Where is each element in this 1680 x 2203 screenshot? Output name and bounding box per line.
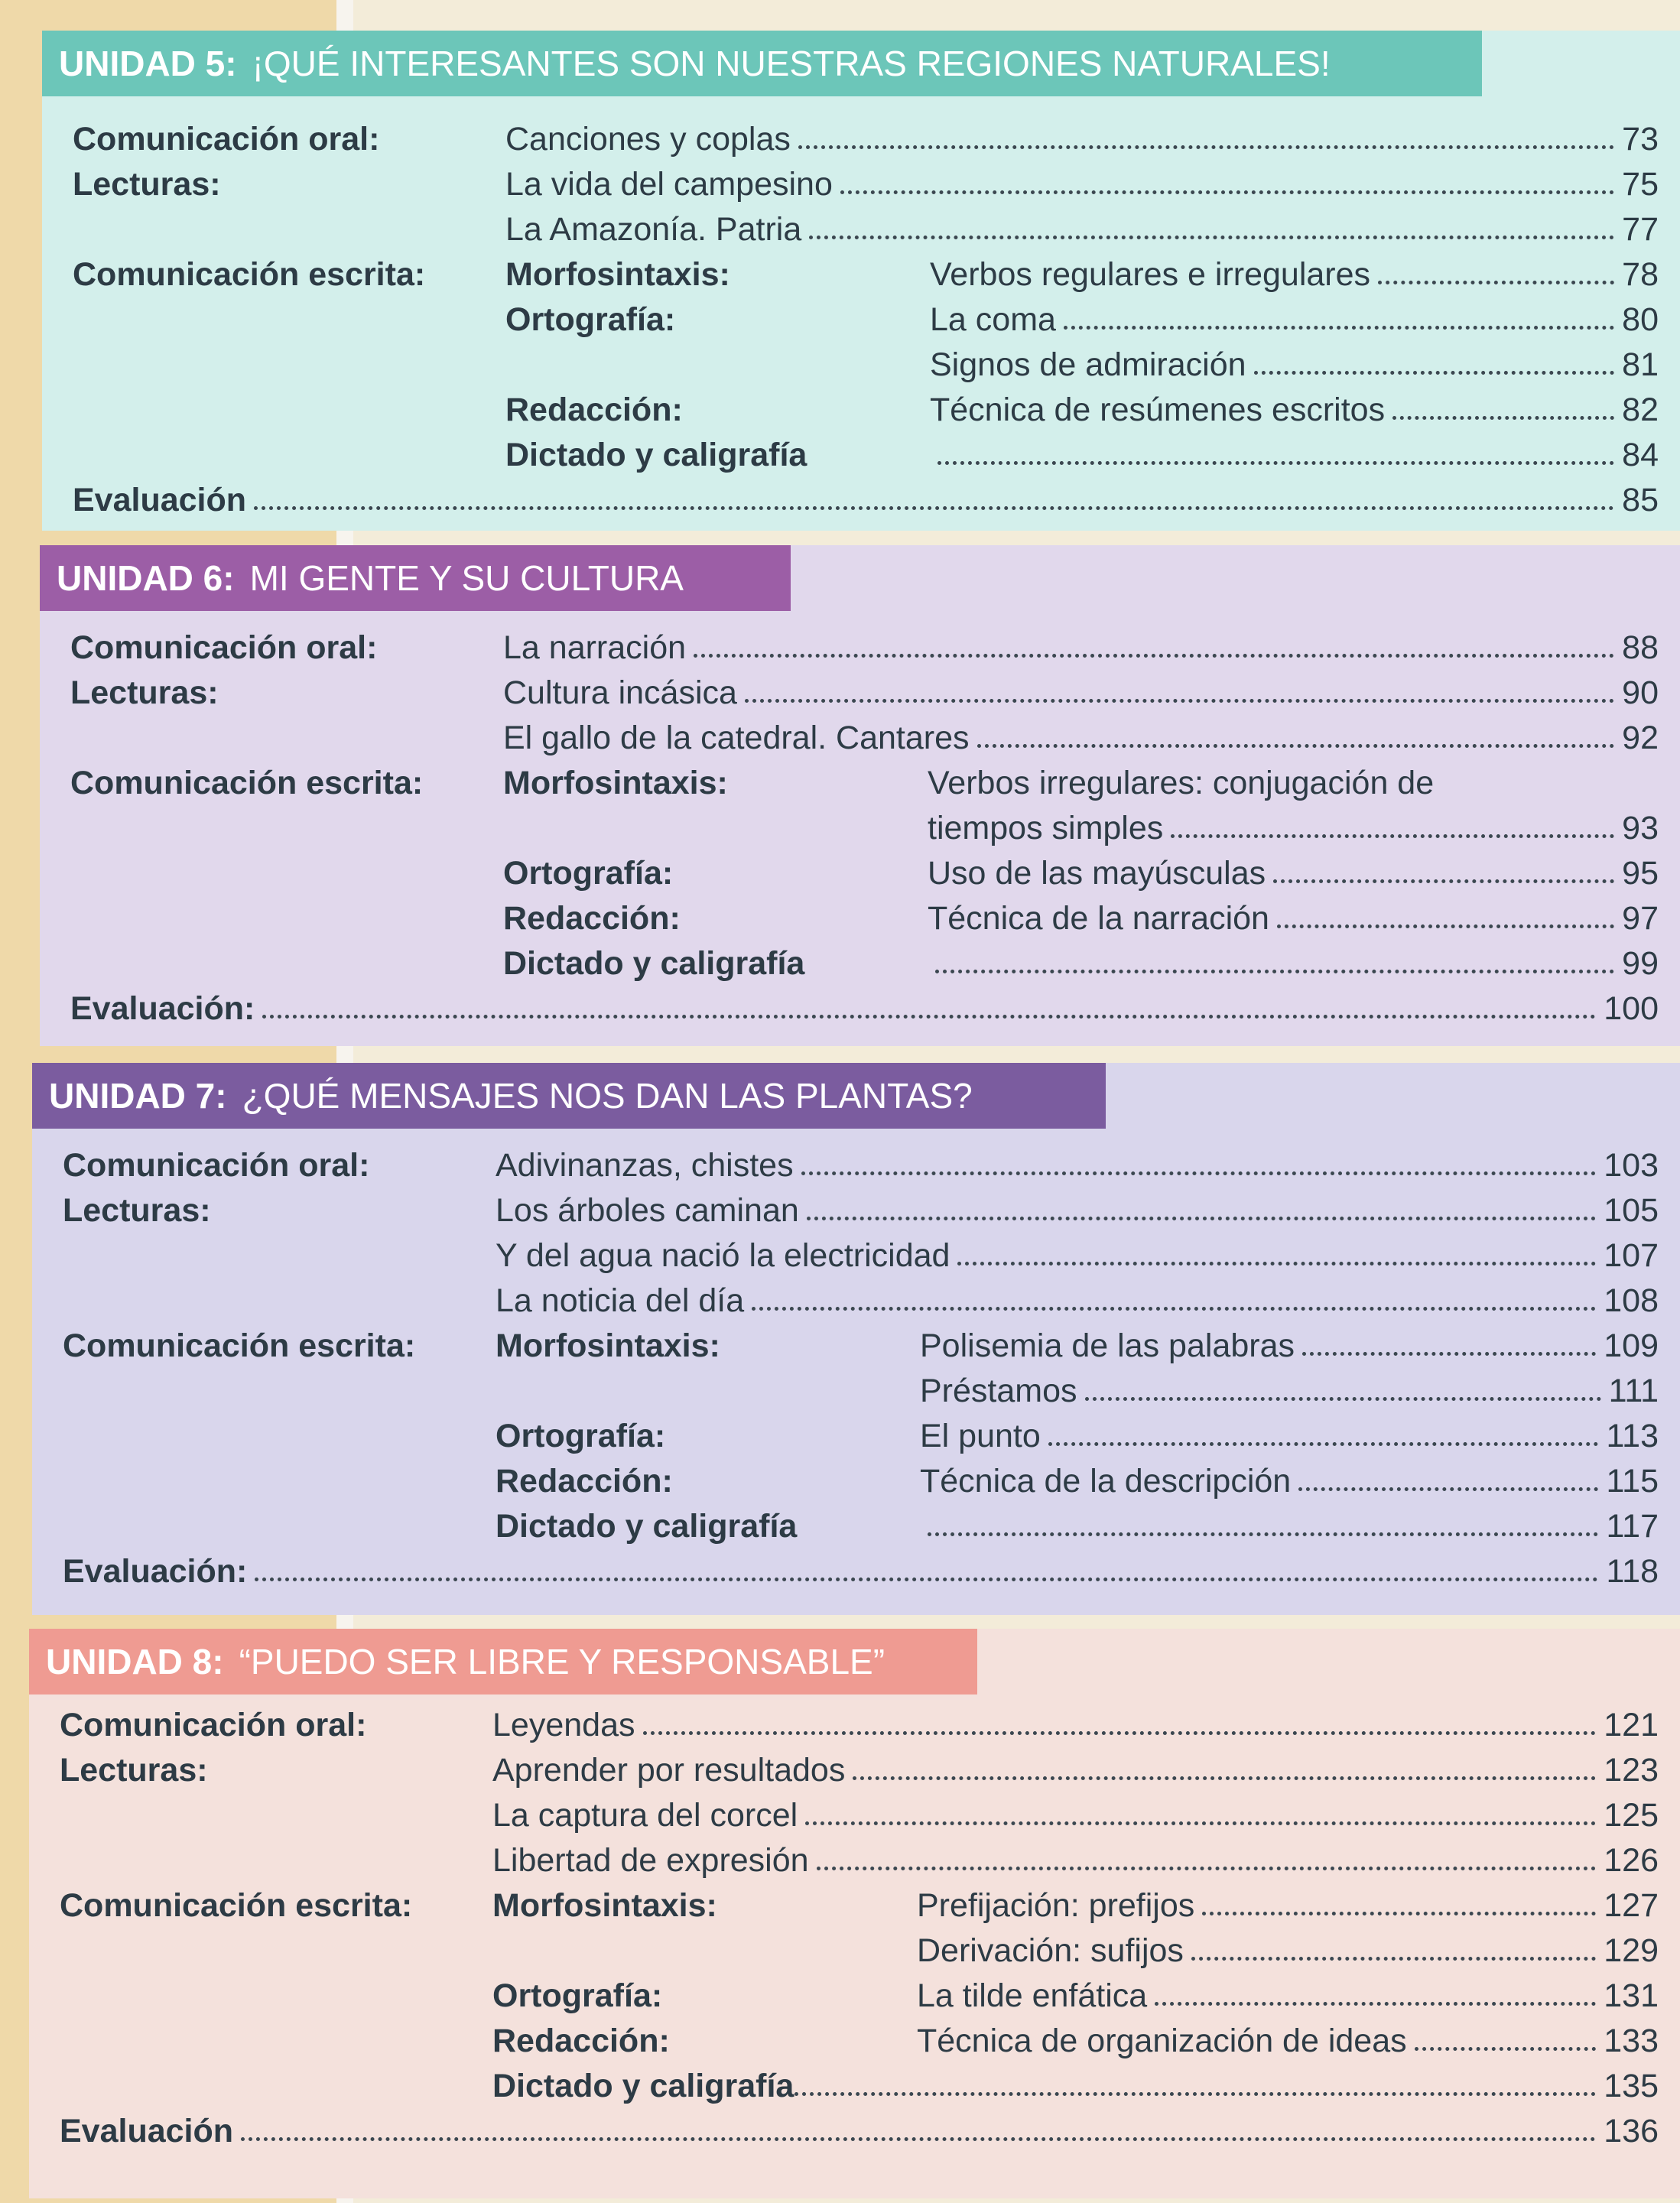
toc-entry[interactable]	[32, 1275, 1680, 1320]
dot-leader	[1277, 924, 1614, 928]
page-number: 92	[1622, 720, 1659, 756]
subsection-label: Redacción:	[505, 392, 683, 428]
unit-title: MI GENTE Y SU CULTURA	[249, 558, 684, 598]
page-number: 117	[1606, 1508, 1659, 1545]
subsection-label: Dictado y caligrafía	[503, 945, 805, 982]
entry-line	[920, 1373, 1680, 1410]
toc-entry[interactable]	[42, 429, 1680, 474]
unit-title: “PUEDO SER LIBRE Y RESPONSABLE”	[239, 1642, 885, 1681]
entry-title[interactable]: Técnica de organización de ideas	[917, 2023, 1407, 2059]
entry-line	[496, 1237, 1680, 1275]
entry-line	[247, 1553, 1680, 1591]
toc-entry[interactable]	[29, 1789, 1680, 1834]
page-number: 118	[1606, 1553, 1659, 1590]
dot-leader	[805, 1821, 1596, 1825]
page-number: 85	[1622, 482, 1659, 518]
page-number: 135	[1604, 2068, 1659, 2104]
evaluation-label: Evaluación	[73, 482, 247, 518]
toc-entry[interactable]	[32, 1545, 1680, 1591]
unit-number: UNIDAD 5:	[59, 44, 237, 83]
evaluation-label: Evaluación	[60, 2113, 234, 2149]
entry-line	[233, 2113, 1680, 2150]
unit-banner	[29, 1629, 977, 1694]
toc-rows	[42, 113, 1680, 519]
subsection-label: Ortografía:	[492, 1977, 663, 2014]
toc-entry[interactable]	[42, 384, 1680, 429]
dot-leader	[1378, 281, 1614, 284]
entry-line	[492, 1842, 1680, 1880]
entry-title[interactable]: Préstamos	[920, 1373, 1077, 1409]
entry-line	[920, 1463, 1680, 1500]
dot-leader	[1085, 1397, 1601, 1401]
toc-entry[interactable]	[29, 1834, 1680, 1880]
toc-entry[interactable]	[29, 1744, 1680, 1789]
toc-entry[interactable]	[29, 2060, 1680, 2105]
entry-title[interactable]: Los árboles caminan	[496, 1192, 799, 1229]
dot-leader	[977, 744, 1615, 748]
subsection-label: Dictado y caligrafía	[505, 437, 808, 473]
entry-title[interactable]: La captura del corcel	[492, 1797, 798, 1834]
entry-line	[928, 900, 1680, 937]
page-number: 82	[1622, 392, 1659, 428]
dot-leader	[1191, 1957, 1596, 1961]
subsection-label: Morfosintaxis:	[503, 765, 728, 801]
entry-line	[928, 765, 1680, 802]
entry-line	[928, 855, 1680, 892]
unit-banner	[40, 545, 791, 611]
entry-title[interactable]: Técnica de la narración	[928, 900, 1269, 937]
dot-leader	[255, 1578, 1598, 1581]
dot-leader	[262, 1015, 1596, 1019]
toc-entry[interactable]	[42, 249, 1680, 294]
unit-6-section	[40, 545, 1680, 1046]
entry-line	[492, 1752, 1680, 1789]
entry-title[interactable]: La Amazonía. Patria	[505, 211, 802, 248]
subsection-label: Redacción:	[503, 900, 681, 937]
subsection-label: Morfosintaxis:	[496, 1327, 720, 1364]
entry-line	[917, 1977, 1680, 2015]
page-number: 90	[1622, 674, 1659, 711]
entry-line	[917, 1887, 1680, 1925]
toc-entry[interactable]	[40, 937, 1680, 983]
subsection-label: Redacción:	[496, 1463, 673, 1500]
subsection-label: Ortografía:	[505, 301, 676, 338]
entry-line	[928, 945, 1680, 983]
entry-line	[500, 2068, 1680, 2105]
entry-title[interactable]: Leyendas	[492, 1707, 635, 1743]
dot-leader	[1273, 879, 1614, 883]
page-number: 97	[1622, 900, 1659, 937]
entry-line	[930, 256, 1680, 294]
page-number: 84	[1622, 437, 1659, 473]
toc-entry[interactable]	[32, 1365, 1680, 1410]
section-label: Lecturas:	[63, 1192, 211, 1229]
entry-line	[496, 1147, 1680, 1184]
toc-entry[interactable]	[42, 339, 1680, 384]
entry-title[interactable]: Verbos regulares e irregulares	[930, 256, 1371, 293]
entry-title[interactable]: La narración	[503, 629, 687, 666]
section-label: Comunicación escrita:	[70, 765, 424, 801]
page-number: 78	[1622, 256, 1659, 293]
toc-entry[interactable]	[32, 1500, 1680, 1545]
dot-leader	[1415, 2047, 1597, 2051]
toc-entry[interactable]	[32, 1184, 1680, 1230]
page-number: 95	[1622, 855, 1659, 892]
toc-entry[interactable]	[40, 983, 1680, 1028]
dot-leader	[807, 1217, 1596, 1220]
toc-entry[interactable]	[42, 294, 1680, 339]
entry-title[interactable]: La vida del campesino	[505, 166, 833, 203]
section-label: Comunicación oral:	[63, 1147, 370, 1184]
dot-leader	[935, 970, 1614, 973]
entry-title[interactable]: Uso de las mayúsculas	[928, 855, 1266, 892]
page-number: 105	[1604, 1192, 1659, 1229]
dot-leader	[798, 145, 1614, 149]
page-number: 136	[1604, 2113, 1659, 2149]
dot-leader	[1171, 834, 1614, 838]
page-number: 125	[1604, 1797, 1659, 1834]
subsection-label: Redacción:	[492, 2023, 670, 2059]
entry-line	[492, 1707, 1680, 1744]
page-number: 109	[1604, 1327, 1659, 1364]
dot-leader	[928, 1532, 1598, 1536]
entry-title[interactable]: Adivinanzas, chistes	[496, 1147, 794, 1184]
evaluation-label: Evaluación:	[70, 990, 255, 1027]
unit-7-section	[32, 1063, 1680, 1615]
section-label: Lecturas:	[60, 1752, 208, 1789]
toc-entry[interactable]	[42, 158, 1680, 203]
entry-title[interactable]: La noticia del día	[496, 1282, 745, 1319]
entry-title[interactable]: Verbos irregulares: conjugación de	[928, 765, 1435, 801]
page-number: 127	[1604, 1887, 1659, 1924]
toc-entry[interactable]	[29, 1880, 1680, 1925]
entry-line	[505, 211, 1680, 249]
entry-line	[255, 990, 1680, 1028]
toc-entry[interactable]	[42, 113, 1680, 158]
dot-leader	[1302, 1352, 1596, 1356]
toc-entry[interactable]	[40, 892, 1680, 937]
entry-line	[505, 166, 1680, 203]
subsection-label: Ortografía:	[503, 855, 674, 892]
dot-leader	[1064, 326, 1614, 330]
page-number: 80	[1622, 301, 1659, 338]
unit-title: ¡QUÉ INTERESANTES SON NUESTRAS REGIONES NATURALES!	[252, 44, 1331, 83]
unit-banner	[32, 1063, 1106, 1129]
subsection-label: Morfosintaxis:	[492, 1887, 717, 1924]
page-number: 121	[1604, 1707, 1659, 1743]
entry-title[interactable]: Canciones y coplas	[505, 121, 791, 158]
toc-entry[interactable]	[40, 757, 1680, 802]
entry-title[interactable]: El gallo de la catedral. Cantares	[503, 720, 970, 756]
dot-leader	[1048, 1442, 1599, 1446]
toc-entry[interactable]	[32, 1455, 1680, 1500]
toc-entry[interactable]	[29, 2105, 1680, 2150]
entry-line	[496, 1282, 1680, 1320]
entry-title[interactable]: El punto	[920, 1418, 1041, 1454]
page-number: 93	[1622, 810, 1659, 846]
dot-leader	[1392, 416, 1614, 420]
entry-line	[930, 346, 1680, 384]
unit-number: UNIDAD 8:	[46, 1642, 224, 1681]
toc-entry[interactable]	[32, 1139, 1680, 1184]
dot-leader	[241, 2137, 1596, 2141]
section-label: Comunicación oral:	[60, 1707, 367, 1743]
section-label: Comunicación escrita:	[73, 256, 426, 293]
entry-title[interactable]: Técnica de resúmenes escritos	[930, 392, 1386, 428]
unit-5-section	[42, 31, 1680, 531]
entry-line	[496, 1192, 1680, 1230]
page-number: 126	[1604, 1842, 1659, 1879]
entry-line	[930, 437, 1680, 474]
dot-leader	[795, 2092, 1596, 2096]
toc-entry[interactable]	[42, 203, 1680, 249]
entry-line	[503, 629, 1680, 667]
unit-banner	[42, 31, 1482, 96]
subsection-label: Dictado y caligrafía	[496, 1508, 798, 1545]
entry-title[interactable]: Cultura incásica	[503, 674, 737, 711]
entry-line	[503, 720, 1680, 757]
unit-8-section	[29, 1629, 1680, 2198]
page-number: 129	[1604, 1932, 1659, 1969]
entry-line	[246, 482, 1680, 519]
dot-leader	[1254, 371, 1615, 375]
dot-leader	[817, 1867, 1597, 1870]
toc-entry[interactable]	[29, 1970, 1680, 2015]
toc-entry[interactable]	[40, 847, 1680, 892]
entry-line	[930, 392, 1680, 429]
toc-rows	[29, 1699, 1680, 2150]
entry-line	[503, 674, 1680, 712]
page-number: 100	[1604, 990, 1659, 1027]
unit-number: UNIDAD 7:	[49, 1076, 227, 1116]
entry-title[interactable]: Polisemia de las palabras	[920, 1327, 1295, 1364]
subsection-label: Dictado y caligrafía	[492, 2068, 795, 2104]
page-number: 108	[1604, 1282, 1659, 1319]
subsection-label: Ortografía:	[496, 1418, 666, 1454]
entry-line	[505, 121, 1680, 158]
entry-line	[928, 810, 1680, 847]
entry-line	[492, 1797, 1680, 1834]
toc-entry[interactable]	[40, 667, 1680, 712]
page-number: 123	[1604, 1752, 1659, 1789]
page-number: 77	[1622, 211, 1659, 248]
dot-leader	[801, 1171, 1597, 1175]
dot-leader	[840, 190, 1614, 194]
dot-leader	[853, 1776, 1596, 1780]
dot-leader	[745, 699, 1614, 703]
dot-leader	[752, 1307, 1596, 1311]
page-number: 133	[1604, 2023, 1659, 2059]
dot-leader	[937, 461, 1614, 465]
section-label: Lecturas:	[70, 674, 219, 711]
dot-leader	[1202, 1912, 1596, 1915]
dot-leader	[809, 236, 1614, 239]
entry-line	[920, 1508, 1680, 1545]
entry-title[interactable]: Libertad de expresión	[492, 1842, 809, 1879]
entry-title[interactable]: Técnica de la descripción	[920, 1463, 1292, 1500]
dot-leader	[643, 1731, 1597, 1735]
toc-entry[interactable]	[29, 2015, 1680, 2060]
entry-line	[920, 1418, 1680, 1455]
toc-rows	[40, 622, 1680, 1028]
page-number: 81	[1622, 346, 1659, 383]
page-number: 115	[1606, 1463, 1659, 1500]
entry-title[interactable]: La tilde enfática	[917, 1977, 1148, 2014]
page-number: 99	[1622, 945, 1659, 982]
toc-entry[interactable]	[42, 474, 1680, 519]
dot-leader	[957, 1262, 1596, 1266]
entry-title[interactable]: Derivación: sufijos	[917, 1932, 1184, 1969]
section-label: Lecturas:	[73, 166, 221, 203]
entry-line	[917, 2023, 1680, 2060]
page-number: 131	[1604, 1977, 1659, 2014]
entry-title[interactable]: La coma	[930, 301, 1056, 338]
dot-leader	[254, 506, 1614, 510]
page-number: 107	[1604, 1237, 1659, 1274]
page-number: 73	[1622, 121, 1659, 158]
section-label: Comunicación escrita:	[63, 1327, 416, 1364]
evaluation-label: Evaluación:	[63, 1553, 248, 1590]
toc-rows	[32, 1139, 1680, 1591]
toc-entry[interactable]	[40, 802, 1680, 847]
entry-line	[920, 1327, 1680, 1365]
page-number: 88	[1622, 629, 1659, 666]
dot-leader	[694, 654, 1614, 658]
entry-title[interactable]: Signos de admiración	[930, 346, 1246, 383]
page-number: 75	[1622, 166, 1659, 203]
section-label: Comunicación oral:	[73, 121, 380, 158]
entry-line	[930, 301, 1680, 339]
entry-line	[917, 1932, 1680, 1970]
dot-leader	[1155, 2002, 1596, 2006]
entry-title[interactable]: Prefijación: prefijos	[917, 1887, 1195, 1924]
page-number: 111	[1608, 1373, 1659, 1409]
page-number: 113	[1606, 1418, 1659, 1454]
entry-title[interactable]: tiempos simples	[928, 810, 1164, 846]
toc-entry[interactable]	[40, 712, 1680, 757]
toc-entry[interactable]	[29, 1699, 1680, 1744]
section-label: Comunicación oral:	[70, 629, 378, 666]
toc-entry[interactable]	[29, 1925, 1680, 1970]
subsection-label: Morfosintaxis:	[505, 256, 730, 293]
unit-title: ¿QUÉ MENSAJES NOS DAN LAS PLANTAS?	[242, 1076, 973, 1116]
toc-entry[interactable]	[32, 1320, 1680, 1365]
dot-leader	[1298, 1487, 1598, 1491]
toc-entry[interactable]	[40, 622, 1680, 667]
toc-entry[interactable]	[32, 1230, 1680, 1275]
page-number: 103	[1604, 1147, 1659, 1184]
toc-entry[interactable]	[32, 1410, 1680, 1455]
entry-title[interactable]: Y del agua nació la electricidad	[496, 1237, 950, 1274]
unit-number: UNIDAD 6:	[57, 558, 235, 598]
section-label: Comunicación escrita:	[60, 1887, 413, 1924]
entry-title[interactable]: Aprender por resultados	[492, 1752, 846, 1789]
